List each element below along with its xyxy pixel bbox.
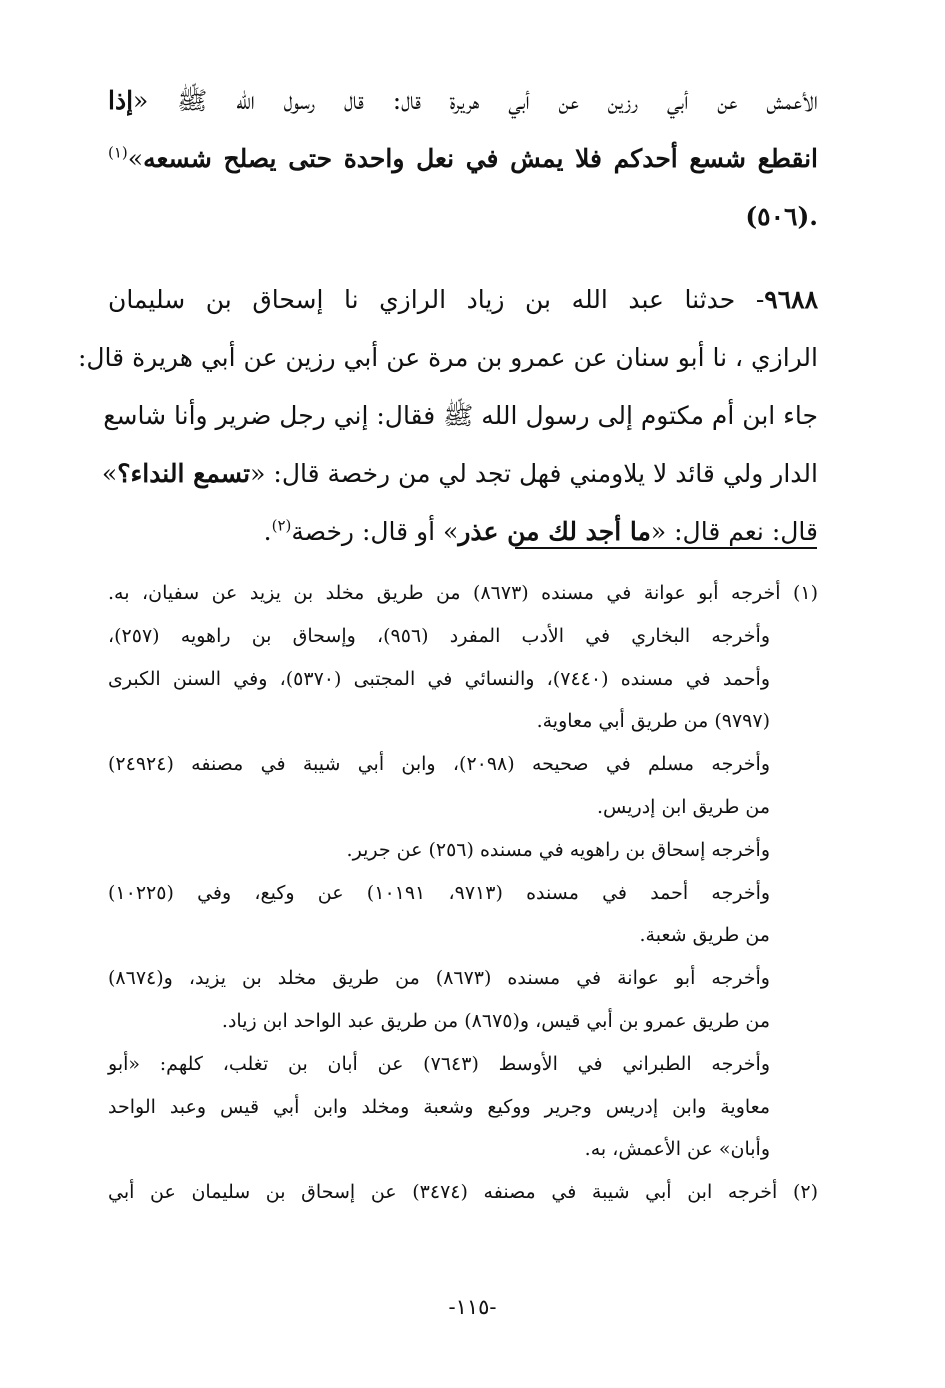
footnote-line: من طريق عمرو بن أبي قيس، و(٨٦٧٥) من طريق عبد الواحد ابن زياد. (221, 1009, 770, 1032)
hadith-9688-text: قال: نعم قال: « (650, 517, 818, 546)
paragraph-gap (108, 246, 818, 271)
hadith-9687-text: الأعمش عن أبي رزين عن أبي هريرة قال: قال رسول الله ﷺ « (133, 86, 818, 115)
hadith-9688-text: الرازي ، نا أبو سنان عن عمرو بن مرة عن أبي رزين عن أبي هريرة قال: (77, 343, 818, 372)
footnote-ref-1[interactable]: (١) (108, 143, 128, 162)
hadith-9688-text: الدار ولي قائد لا يلاومني فهل تجد لي من رخصة قال: « (250, 459, 818, 488)
quote-close: » (127, 144, 144, 173)
hadith-number: ٩٦٨٨ (764, 285, 818, 314)
footnote-line: وأحمد في مسنده (٧٤٤٠)، والنسائي في المجتبى (٥٣٧٠)، وفي السنن الكبرى (108, 667, 771, 690)
page-number: -١١٥- (448, 1295, 497, 1319)
hadith-9687-ref: .(٥٠٦) (745, 202, 818, 231)
hadith-9687-line-3 (108, 188, 818, 246)
footnote-line: (١) أخرجه أبو عوانة في مسنده (٨٦٧٣) من طريق مخلد بن يزيد عن سفيان، به. (108, 582, 818, 604)
footnote-line: وأخرجه إسحاق بن راهويه في مسنده (٢٥٦) عن جرير. (346, 838, 770, 861)
footnote-line: وأخرجه أحمد في مسنده (٩٧١٣، ١٠١٩١) عن وكيع، وفي (١٠٢٢٥) (108, 881, 771, 904)
hadith-9688-bold-text: تسمع النداء؟ (117, 459, 251, 488)
footnote-line: وأخرجه مسلم في صحيحه (٢٠٩٨)، وابن أبي شيبة في مصنفه (٢٤٩٢٤) (108, 753, 771, 776)
hadith-9687-bold-text: إذا (108, 86, 134, 115)
main-text (77, 72, 818, 561)
hadith-9688-line-5 (108, 503, 818, 561)
hadith-9688-line-1 (108, 271, 818, 329)
footnote-line: من طريق شعبة. (639, 924, 770, 947)
footnote-line: (٢) أخرجه ابن أبي شيبة في مصنفه (٣٤٧٤) عن إسحاق بن سليمان عن أبي (108, 1181, 818, 1204)
footnote-line: وأخرجه البخاري في الأدب المفرد (٩٥٦)، وإسحاق بن راهويه (٢٥٧)، (108, 624, 770, 647)
footnote-ref-2[interactable]: (٢) (271, 516, 292, 535)
footnote-line: وأخرجه الطبراني في الأوسط (٧٦٤٣) عن أبان بن تغلب، كلهم: «أبو (108, 1052, 770, 1075)
hadith-9687-line-1 (108, 72, 818, 130)
hadith-9688-line-3 (103, 387, 818, 445)
quote-close: » (101, 459, 118, 488)
footnotes (108, 572, 818, 1214)
hadith-9688-line-4 (101, 445, 818, 503)
footnote-divider (515, 547, 817, 549)
hadith-9687-line-2 (108, 130, 818, 188)
footnote-line: معاوية وابن إدريس وجرير ووكيع وشعبة ومخلد وابن أبي قيس وعبد الواحد (108, 1095, 770, 1118)
hadith-9687-matn: انقطع شسع أحدكم فلا يمش في نعل واحدة حتى يصلح شسعه (143, 144, 818, 173)
footnote-line: وأبان» عن الأعمش، به. (584, 1138, 770, 1161)
period: . (263, 517, 272, 546)
footnote-line: (٩٧٩٧) من طريق أبي معاوية. (536, 710, 770, 733)
hadith-9688-bold-text: ما أجد لك من عذر (458, 517, 651, 546)
hadith-9688-text: - حدثنا عبد الله بن زياد الرازي نا إسحاق بن سليمان (108, 285, 765, 314)
hadith-9688-line-2 (77, 329, 818, 387)
hadith-9688-text: » أو قال: رخصة (291, 517, 459, 546)
footnote-line: من طريق ابن إدريس. (597, 795, 770, 818)
footnote-line: وأخرجه أبو عوانة في مسنده (٨٦٧٣) من طريق مخلد بن يزيد، و(٨٦٧٤) (108, 967, 770, 990)
hadith-9688-text: جاء ابن أم مكتوم إلى رسول الله ﷺ فقال: إني رجل ضرير وأنا شاسع (103, 401, 818, 430)
